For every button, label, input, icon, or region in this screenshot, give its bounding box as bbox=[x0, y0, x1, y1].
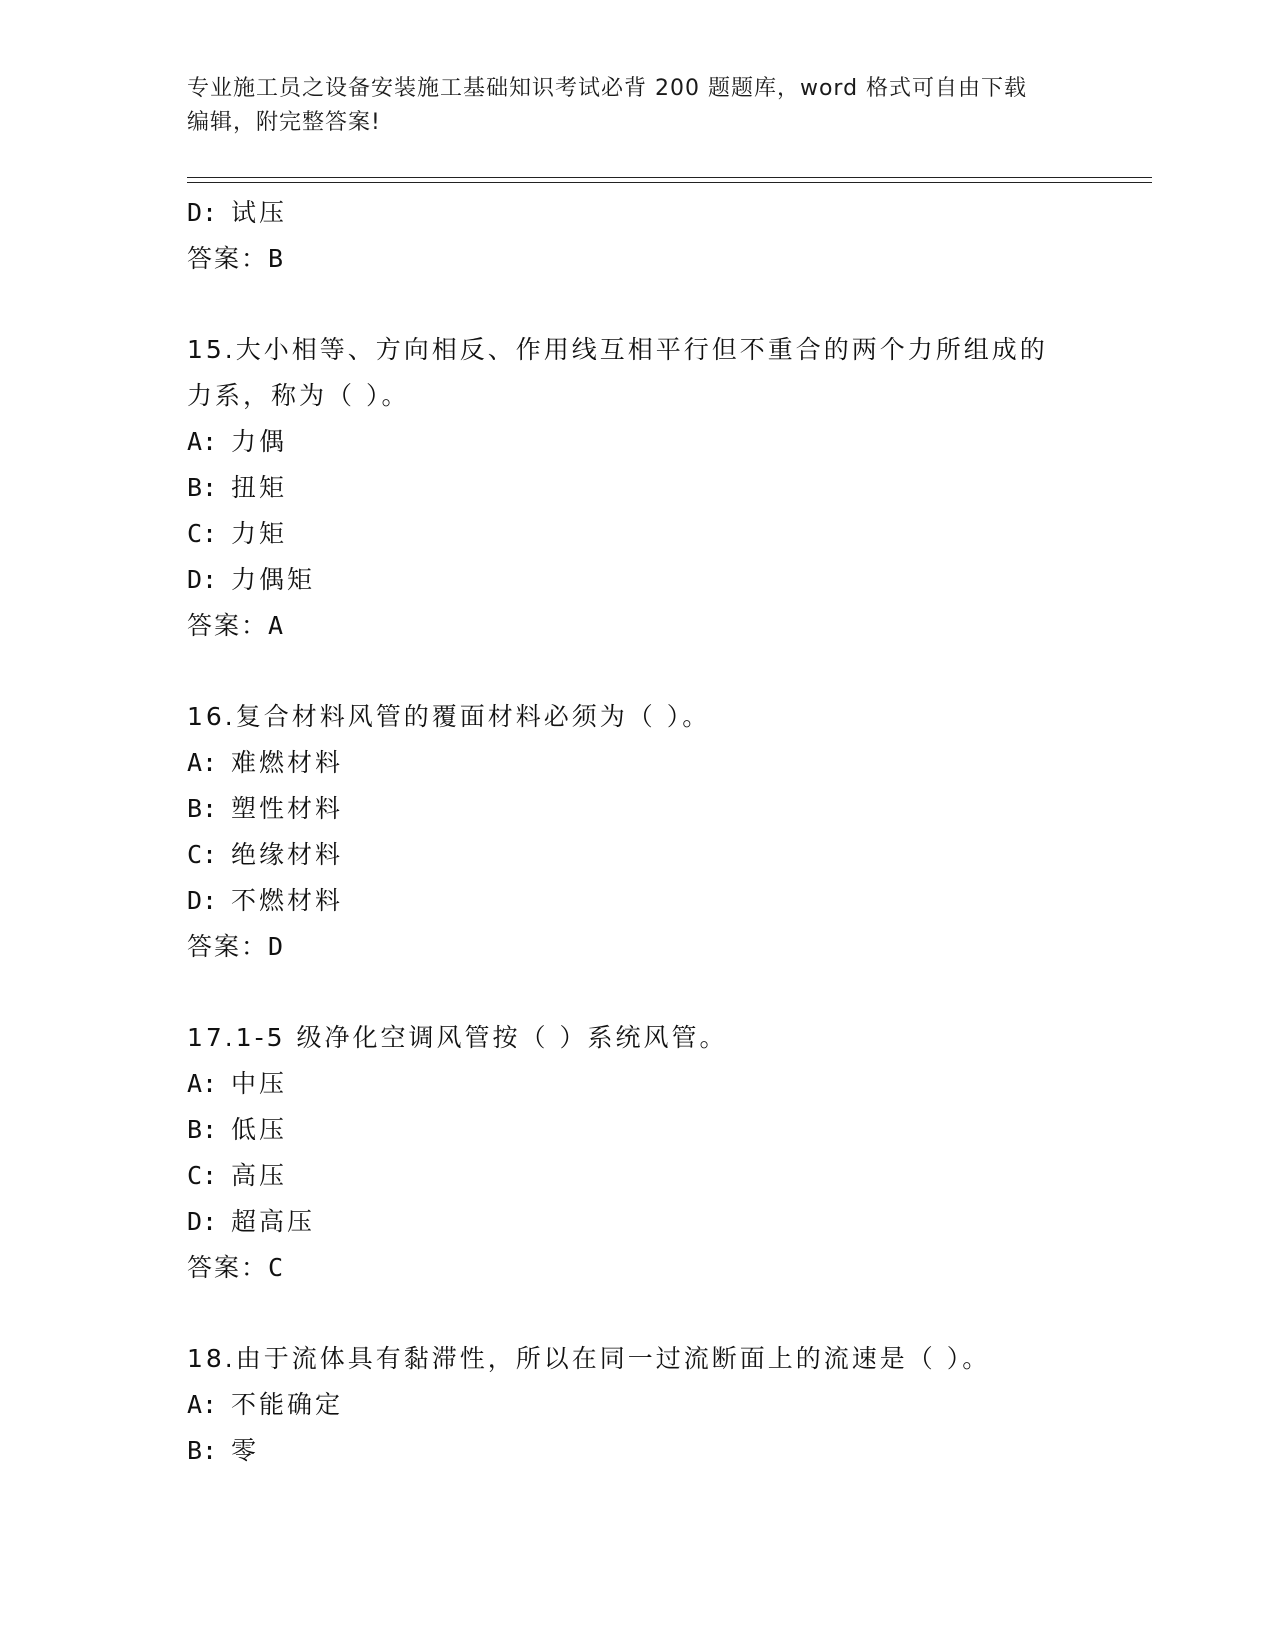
option-c bbox=[187, 832, 1087, 878]
option-letter: B: bbox=[187, 1436, 218, 1465]
option-letter: B: bbox=[187, 1115, 218, 1144]
header-title-line-2: 编辑，附完整答案! bbox=[187, 110, 381, 135]
option-b bbox=[187, 786, 1087, 832]
option-letter: D: bbox=[187, 565, 218, 594]
answer-line bbox=[187, 924, 1087, 970]
option-text: 力偶 bbox=[231, 427, 288, 456]
spacer bbox=[187, 282, 1087, 327]
option-text: 高压 bbox=[231, 1161, 288, 1190]
answer-line bbox=[187, 603, 1087, 649]
answer-label: 答案： bbox=[187, 244, 269, 273]
option-letter: A: bbox=[187, 748, 218, 777]
option-letter: C: bbox=[187, 1161, 218, 1190]
answer-value: C bbox=[268, 1253, 284, 1282]
question-17 bbox=[187, 1015, 1087, 1291]
option-text: 扭矩 bbox=[231, 473, 288, 502]
option-d bbox=[187, 1199, 1087, 1245]
option-letter: D: bbox=[187, 1207, 218, 1236]
option-text: 难燃材料 bbox=[231, 748, 344, 777]
document-header bbox=[187, 72, 1067, 140]
option-letter: A: bbox=[187, 427, 218, 456]
answer-label: 答案： bbox=[187, 611, 269, 640]
header-divider-top bbox=[187, 177, 1152, 178]
option-letter: D: bbox=[187, 198, 218, 227]
question-text: 17.1-5 级净化空调风管按（ ）系统风管。 bbox=[187, 1023, 728, 1052]
question-text: 18.由于流体具有黏滞性，所以在同一过流断面上的流速是（ ）。 bbox=[187, 1344, 991, 1373]
question-text-continued: 力系，称为（ ）。 bbox=[187, 381, 410, 410]
answer-line bbox=[187, 1245, 1087, 1291]
header-divider-bottom bbox=[187, 182, 1152, 183]
option-text: 力矩 bbox=[231, 519, 288, 548]
spacer bbox=[187, 1291, 1087, 1336]
question-text: 16.复合材料风管的覆面材料必须为（ ）。 bbox=[187, 702, 711, 731]
option-text: 绝缘材料 bbox=[231, 840, 344, 869]
option-letter: B: bbox=[187, 473, 218, 502]
option-text: 零 bbox=[231, 1436, 260, 1465]
question-15 bbox=[187, 327, 1087, 649]
answer-label: 答案： bbox=[187, 932, 269, 961]
option-d bbox=[187, 878, 1087, 924]
spacer bbox=[187, 970, 1087, 1015]
answer-value: D bbox=[268, 932, 284, 961]
option-text: 力偶矩 bbox=[231, 565, 316, 594]
option-b bbox=[187, 1428, 1087, 1474]
option-text: 超高压 bbox=[231, 1207, 316, 1236]
option-letter: A: bbox=[187, 1069, 218, 1098]
option-text: 低压 bbox=[231, 1115, 288, 1144]
option-c bbox=[187, 511, 1087, 557]
option-letter: D: bbox=[187, 886, 218, 915]
answer-line bbox=[187, 236, 1087, 282]
option-a bbox=[187, 740, 1087, 786]
question-list bbox=[187, 190, 1087, 1474]
question-18 bbox=[187, 1336, 1087, 1474]
answer-value: B bbox=[268, 244, 284, 273]
option-d bbox=[187, 190, 1087, 236]
option-b bbox=[187, 465, 1087, 511]
header-title-line-1: 专业施工员之设备安装施工基础知识考试必背 200 题题库，word 格式可自由下载 bbox=[187, 76, 1028, 101]
option-c bbox=[187, 1153, 1087, 1199]
option-a bbox=[187, 1061, 1087, 1107]
option-letter: C: bbox=[187, 519, 218, 548]
option-text: 试压 bbox=[231, 198, 288, 227]
option-a bbox=[187, 419, 1087, 465]
option-text: 不能确定 bbox=[231, 1390, 344, 1419]
option-text: 塑性材料 bbox=[231, 794, 344, 823]
answer-value: A bbox=[268, 611, 284, 640]
option-text: 不燃材料 bbox=[231, 886, 344, 915]
option-letter: C: bbox=[187, 840, 218, 869]
option-text: 中压 bbox=[231, 1069, 288, 1098]
spacer bbox=[187, 649, 1087, 694]
option-d bbox=[187, 557, 1087, 603]
question-16 bbox=[187, 694, 1087, 970]
option-letter: B: bbox=[187, 794, 218, 823]
option-b bbox=[187, 1107, 1087, 1153]
option-letter: A: bbox=[187, 1390, 218, 1419]
option-a bbox=[187, 1382, 1087, 1428]
answer-label: 答案： bbox=[187, 1253, 269, 1282]
question-text: 15.大小相等、方向相反、作用线互相平行但不重合的两个力所组成的 bbox=[187, 335, 1048, 364]
